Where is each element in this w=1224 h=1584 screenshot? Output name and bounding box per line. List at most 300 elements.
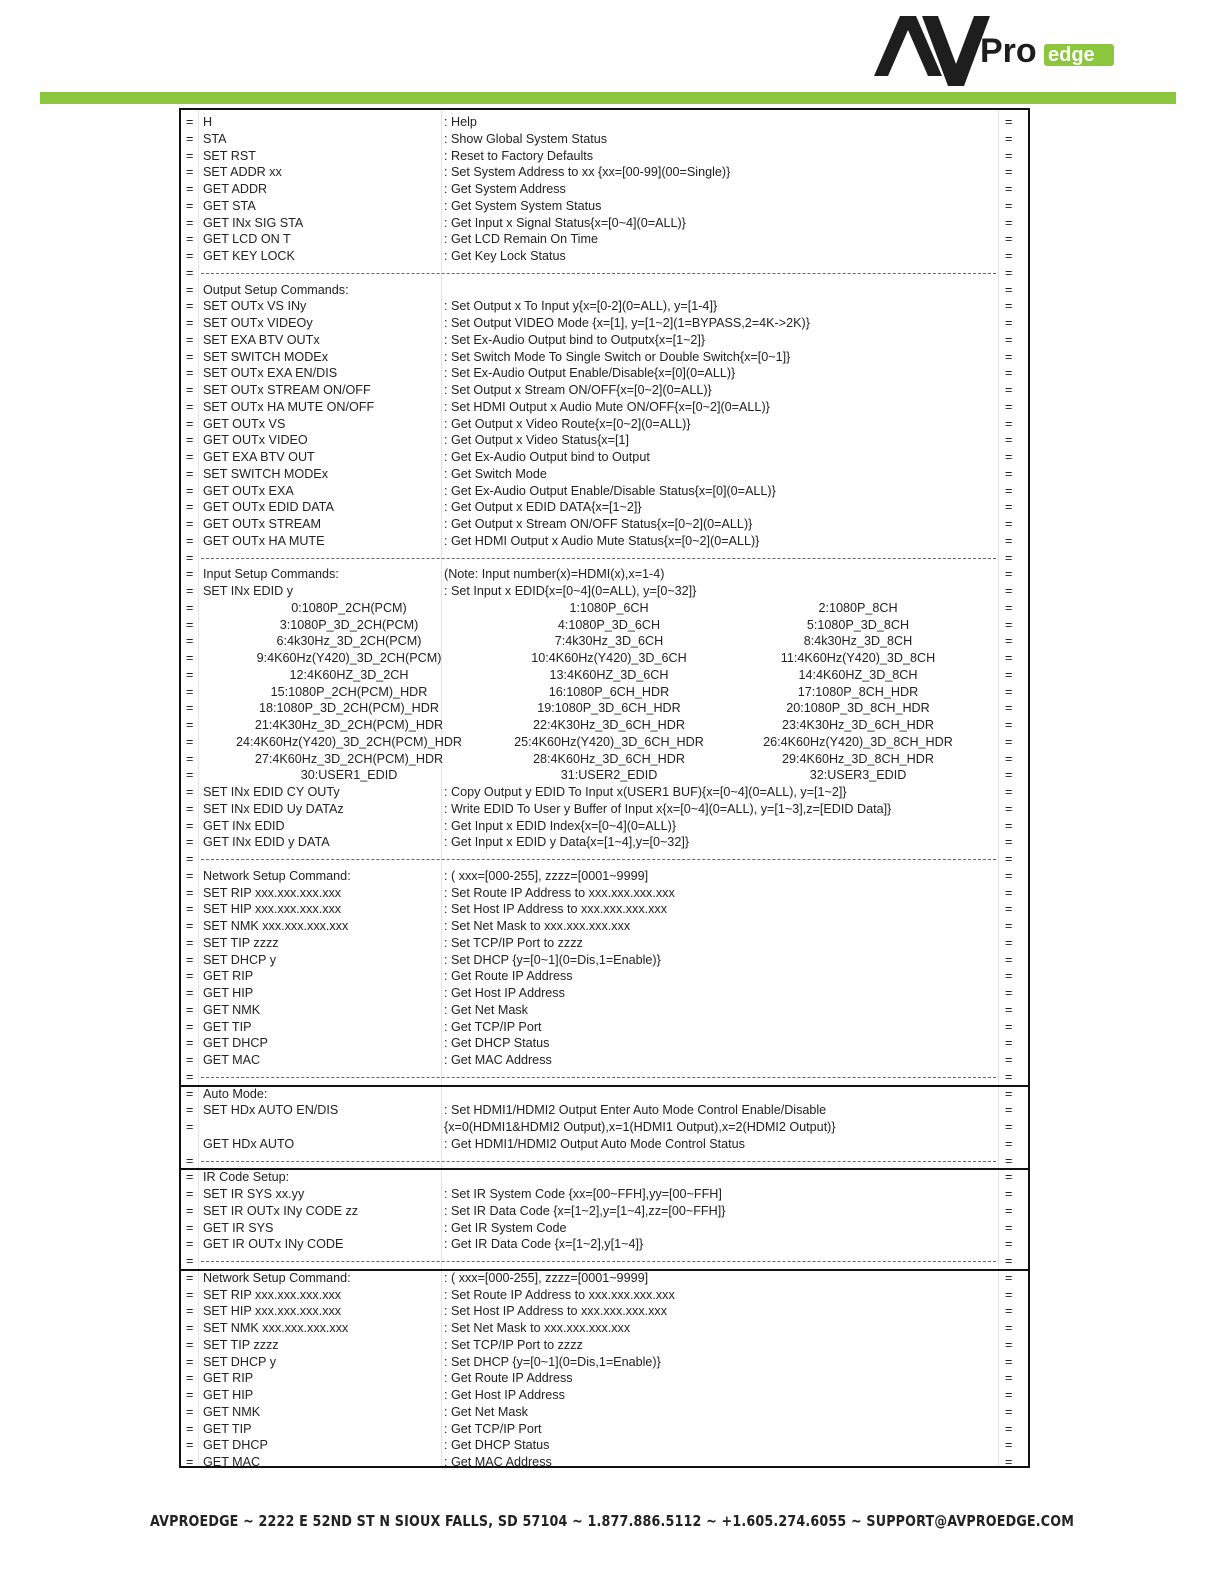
command-text: GET OUTx VIDEO bbox=[203, 433, 308, 448]
command-row bbox=[181, 1203, 1028, 1220]
command-description: : Get HDMI Output x Audio Mute Status{x=[0~2](0=ALL)} bbox=[444, 533, 760, 548]
header-green-bar bbox=[40, 92, 1176, 104]
row-right-marker: = bbox=[1005, 1421, 1013, 1436]
command-text: SET INx EDID CY OUTy bbox=[203, 785, 340, 799]
row-right-marker: = bbox=[1005, 182, 1013, 196]
row-right-marker: = bbox=[1005, 902, 1013, 917]
command-row bbox=[181, 1287, 1028, 1304]
command-description: : Set Route IP Address to xxx.xxx.xxx.xxx bbox=[444, 885, 675, 900]
row-left-marker: = bbox=[186, 433, 194, 448]
row-left-marker: = bbox=[186, 684, 194, 699]
command-description: : Get Net Mask bbox=[444, 1002, 528, 1017]
command-row bbox=[181, 985, 1028, 1002]
row-left-marker: = bbox=[186, 282, 194, 297]
row-left-marker: = bbox=[186, 550, 194, 565]
edid-option: 25:4K60Hz(Y420)_3D_6CH_HDR bbox=[514, 734, 704, 749]
row-left-marker: = bbox=[186, 801, 194, 816]
command-row bbox=[181, 918, 1028, 935]
command-description: {x=0(HDMI1&HDMI2 Output),x=1(HDMI1 Output),x=2(HDMI2 Output)} bbox=[444, 1120, 836, 1134]
command-description: : Set Net Mask to xxx.xxx.xxx.xxx bbox=[444, 1321, 631, 1335]
row-right-marker: = bbox=[1005, 852, 1013, 866]
edid-option-row bbox=[181, 633, 1028, 650]
row-left-marker: = bbox=[186, 986, 194, 1000]
command-row bbox=[181, 1102, 1028, 1119]
row-right-marker: = bbox=[1005, 1304, 1013, 1319]
command-text: SET INx EDID Uy DATAz bbox=[203, 801, 344, 816]
row-left-marker: = bbox=[186, 1053, 194, 1067]
row-right-marker: = bbox=[1005, 366, 1013, 381]
command-text: Output Setup Commands: bbox=[203, 282, 349, 297]
command-row bbox=[181, 1035, 1028, 1052]
row-right-marker: = bbox=[1005, 718, 1013, 732]
command-description: : Set Ex-Audio Output Enable/Disable{x=[0](0=ALL)} bbox=[444, 366, 736, 381]
row-left-marker: = bbox=[186, 115, 194, 129]
row-right-marker: = bbox=[1005, 935, 1013, 950]
command-row bbox=[181, 198, 1028, 215]
command-text: SET OUTx VIDEOy bbox=[203, 316, 313, 330]
command-text: GET MAC bbox=[203, 1053, 261, 1067]
command-row bbox=[181, 282, 1028, 299]
row-right-marker: = bbox=[1005, 399, 1013, 414]
row-left-marker: = bbox=[186, 1388, 194, 1402]
row-right-marker: = bbox=[1005, 550, 1013, 565]
row-right-marker: = bbox=[1005, 165, 1013, 180]
row-right-marker: = bbox=[1005, 332, 1013, 347]
row-right-marker: = bbox=[1005, 701, 1013, 716]
row-left-marker: = bbox=[186, 1354, 194, 1369]
command-text: GET INx EDID y DATA bbox=[203, 835, 330, 850]
row-right-marker: = bbox=[1005, 198, 1013, 213]
row-right-marker: = bbox=[1005, 433, 1013, 448]
command-row bbox=[181, 516, 1028, 533]
row-right-marker: = bbox=[1005, 986, 1013, 1000]
row-right-marker: = bbox=[1005, 1254, 1013, 1268]
row-right-marker: = bbox=[1005, 265, 1013, 280]
separator-row bbox=[181, 851, 1028, 868]
row-right-marker: = bbox=[1005, 1203, 1013, 1218]
row-left-marker: = bbox=[186, 182, 194, 196]
command-row bbox=[181, 449, 1028, 466]
command-text: SET RIP xxx.xxx.xxx.xxx bbox=[203, 1287, 342, 1302]
row-left-marker: = bbox=[186, 1203, 194, 1218]
logo-edge-text: edge bbox=[1048, 44, 1095, 66]
command-text: GET HDx AUTO bbox=[203, 1136, 295, 1151]
command-text: SET EXA BTV OUTx bbox=[203, 332, 320, 347]
command-row bbox=[181, 1270, 1028, 1287]
row-right-marker: = bbox=[1005, 868, 1013, 883]
command-row bbox=[181, 1437, 1028, 1454]
row-left-marker: = bbox=[186, 734, 194, 749]
command-description: : Set TCP/IP Port to zzzz bbox=[444, 1337, 583, 1352]
command-description: : Set HDMI Output x Audio Mute ON/OFF{x=[0~2](0=ALL)} bbox=[444, 399, 770, 414]
row-right-marker: = bbox=[1005, 1036, 1013, 1051]
avproedge-logo-graphic bbox=[872, 14, 1122, 94]
row-left-marker: = bbox=[186, 148, 194, 163]
command-text: GET RIP bbox=[203, 1371, 254, 1386]
command-text: SET OUTx VS INy bbox=[203, 299, 307, 314]
edid-option-row bbox=[181, 617, 1028, 634]
edid-option-row bbox=[181, 650, 1028, 667]
command-text: Input Setup Commands: bbox=[203, 567, 339, 582]
command-description: : Get Key Lock Status bbox=[444, 249, 566, 263]
command-text: SET OUTx HA MUTE ON/OFF bbox=[203, 399, 375, 414]
row-right-marker: = bbox=[1005, 500, 1013, 515]
command-description: : Get Ex-Audio Output Enable/Disable Status{x=[0](0=ALL)} bbox=[444, 483, 776, 498]
command-text: STA bbox=[203, 131, 227, 146]
row-right-marker: = bbox=[1005, 533, 1013, 548]
row-left-marker: = bbox=[186, 1337, 194, 1352]
row-left-marker: = bbox=[186, 1086, 194, 1101]
edid-option-row bbox=[181, 600, 1028, 617]
command-description: : Set DHCP {y=[0~1](0=Dis,1=Enable)} bbox=[444, 952, 661, 967]
row-right-marker: = bbox=[1005, 1136, 1013, 1151]
command-description: : Set Host IP Address to xxx.xxx.xxx.xxx bbox=[444, 902, 668, 917]
command-row bbox=[181, 801, 1028, 818]
command-description: : Get Host IP Address bbox=[444, 986, 565, 1000]
command-table bbox=[179, 108, 1030, 1468]
command-description: : Get TCP/IP Port bbox=[444, 1421, 542, 1436]
edid-option: 20:1080P_3D_8CH_HDR bbox=[786, 701, 930, 716]
command-description: : Get Route IP Address bbox=[444, 1371, 573, 1386]
command-text: SET SWITCH MODEx bbox=[203, 466, 329, 481]
command-row bbox=[181, 1337, 1028, 1354]
command-text: GET OUTx VS bbox=[203, 416, 286, 431]
command-row bbox=[181, 1320, 1028, 1337]
row-left-marker: = bbox=[186, 1254, 194, 1268]
row-left-marker: = bbox=[186, 483, 194, 498]
row-left-marker: = bbox=[186, 316, 194, 330]
row-left-marker: = bbox=[186, 533, 194, 548]
row-left-marker: = bbox=[186, 1120, 194, 1134]
avproedge-logo bbox=[872, 14, 1122, 94]
command-text: GET MAC bbox=[203, 1455, 261, 1469]
command-description: : Get HDMI1/HDMI2 Output Auto Mode Control Status bbox=[444, 1136, 745, 1151]
command-description: (Note: Input number(x)=HDMI(x),x=1-4) bbox=[444, 567, 665, 582]
command-text: SET NMK xxx.xxx.xxx.xxx bbox=[203, 919, 349, 933]
command-row bbox=[181, 164, 1028, 181]
command-row bbox=[181, 1002, 1028, 1019]
edid-option: 1:1080P_6CH bbox=[569, 600, 649, 615]
row-left-marker: = bbox=[186, 1237, 194, 1252]
command-description: : Set TCP/IP Port to zzzz bbox=[444, 935, 583, 950]
row-left-marker: = bbox=[186, 1187, 194, 1201]
edid-option: 19:1080P_3D_6CH_HDR bbox=[537, 701, 681, 716]
command-text: SET ADDR xx bbox=[203, 165, 282, 180]
command-text: GET OUTx HA MUTE bbox=[203, 533, 325, 548]
separator-row bbox=[181, 1253, 1028, 1270]
command-description: : Set Host IP Address to xxx.xxx.xxx.xxx bbox=[444, 1304, 668, 1319]
row-right-marker: = bbox=[1005, 1388, 1013, 1402]
command-description: : Get MAC Address bbox=[444, 1053, 552, 1067]
command-description: : Get Input x Signal Status{x=[0~4](0=ALL)} bbox=[444, 215, 686, 230]
row-left-marker: = bbox=[186, 198, 194, 213]
row-left-marker: = bbox=[186, 1069, 194, 1084]
command-text: GET STA bbox=[203, 198, 256, 213]
edid-option: 8:4k30Hz_3D_8CH bbox=[803, 634, 913, 649]
row-left-marker: = bbox=[186, 450, 194, 464]
command-row bbox=[181, 416, 1028, 433]
command-row bbox=[181, 131, 1028, 148]
row-right-marker: = bbox=[1005, 1438, 1013, 1453]
row-left-marker: = bbox=[186, 718, 194, 732]
row-right-marker: = bbox=[1005, 684, 1013, 699]
row-left-marker: = bbox=[186, 634, 194, 649]
row-right-marker: = bbox=[1005, 316, 1013, 330]
row-right-marker: = bbox=[1005, 634, 1013, 649]
command-description: : Get Route IP Address bbox=[444, 969, 573, 984]
edid-option: 27:4K60Hz_3D_2CH(PCM)_HDR bbox=[254, 751, 444, 766]
command-row bbox=[181, 1119, 1028, 1136]
row-left-marker: = bbox=[186, 1438, 194, 1453]
command-row bbox=[181, 231, 1028, 248]
command-description: : Set Input x EDID{x=[0~4](0=ALL), y=[0~32]} bbox=[444, 584, 697, 598]
command-text: GET INx EDID bbox=[203, 818, 285, 833]
command-row bbox=[181, 1354, 1028, 1371]
command-description: : Set Output VIDEO Mode {x=[1], y=[1~2](1=BYPASS,2=4K->2K)} bbox=[444, 316, 810, 330]
row-left-marker: = bbox=[186, 852, 194, 866]
row-right-marker: = bbox=[1005, 148, 1013, 163]
row-right-marker: = bbox=[1005, 1337, 1013, 1352]
command-row bbox=[181, 834, 1028, 851]
edid-option: 30:USER1_EDID bbox=[300, 768, 398, 783]
row-right-marker: = bbox=[1005, 1103, 1013, 1118]
edid-option-row bbox=[181, 751, 1028, 768]
command-description: : Get Host IP Address bbox=[444, 1388, 565, 1402]
footer-contact: AVPROEDGE ~ 2222 E 52ND ST N SIOUX FALLS, SD 57104 ~ 1.877.886.5112 ~ +1.605.274.6055 ~ SUPPORT@AVPROEDGE.COM bbox=[149, 1512, 1075, 1530]
command-description: : Get Output x Video Status{x=[1] bbox=[444, 433, 629, 448]
row-right-marker: = bbox=[1005, 1321, 1013, 1335]
command-description: : Reset to Factory Defaults bbox=[444, 148, 594, 163]
command-description: : ( xxx=[000-255], zzzz=[0001~9999] bbox=[444, 1270, 649, 1285]
command-text: SET HIP xxx.xxx.xxx.xxx bbox=[203, 902, 342, 917]
row-right-marker: = bbox=[1005, 232, 1013, 247]
row-left-marker: = bbox=[186, 600, 194, 615]
command-description: : Set IR Data Code {x=[1~2],y=[1~4],zz=[00~FFH]} bbox=[444, 1203, 726, 1218]
command-description: : Get Net Mask bbox=[444, 1404, 528, 1419]
edid-option: 21:4K30Hz_3D_2CH(PCM)_HDR bbox=[254, 718, 444, 732]
command-description: : Set Output x To Input y{x=[0-2](0=ALL), y=[1-4]} bbox=[444, 299, 718, 314]
command-row bbox=[181, 315, 1028, 332]
command-row bbox=[181, 1186, 1028, 1203]
row-left-marker: = bbox=[186, 919, 194, 933]
edid-option: 13:4K60HZ_3D_6CH bbox=[549, 667, 669, 682]
row-left-marker: = bbox=[186, 935, 194, 950]
row-left-marker: = bbox=[186, 952, 194, 967]
edid-option: 29:4K60Hz_3D_8CH_HDR bbox=[782, 751, 934, 766]
command-text: GET EXA BTV OUT bbox=[203, 450, 315, 464]
row-right-marker: = bbox=[1005, 1019, 1013, 1034]
command-text: SET DHCP y bbox=[203, 1354, 277, 1369]
row-left-marker: = bbox=[186, 868, 194, 883]
command-text: SET RST bbox=[203, 148, 256, 163]
row-left-marker: = bbox=[186, 751, 194, 766]
row-left-marker: = bbox=[186, 249, 194, 263]
row-right-marker: = bbox=[1005, 466, 1013, 481]
row-left-marker: = bbox=[186, 399, 194, 414]
row-left-marker: = bbox=[186, 1036, 194, 1051]
row-left-marker: = bbox=[186, 969, 194, 984]
command-description: : Set Route IP Address to xxx.xxx.xxx.xxx bbox=[444, 1287, 675, 1302]
edid-option: 28:4K60Hz_3D_6CH_HDR bbox=[533, 751, 685, 766]
command-text: SET OUTx EXA EN/DIS bbox=[203, 366, 338, 381]
command-row bbox=[181, 1404, 1028, 1421]
row-left-marker: = bbox=[186, 785, 194, 799]
command-text: GET IR OUTx INy CODE bbox=[203, 1237, 344, 1252]
command-row bbox=[181, 1370, 1028, 1387]
row-left-marker: = bbox=[186, 1019, 194, 1034]
row-left-marker: = bbox=[186, 1170, 194, 1185]
command-text: GET ADDR bbox=[203, 182, 268, 196]
command-row bbox=[181, 566, 1028, 583]
command-text: GET DHCP bbox=[203, 1438, 268, 1453]
edid-option: 22:4K30Hz_3D_6CH_HDR bbox=[533, 718, 685, 732]
row-right-marker: = bbox=[1005, 952, 1013, 967]
command-text: SET SWITCH MODEx bbox=[203, 349, 329, 364]
command-row bbox=[181, 1236, 1028, 1253]
command-row bbox=[181, 1220, 1028, 1237]
row-left-marker: = bbox=[186, 1455, 194, 1469]
command-description: : Get MAC Address bbox=[444, 1455, 552, 1469]
command-text: GET RIP bbox=[203, 969, 254, 984]
command-description: : Get Output x EDID DATA{x=[1~2]} bbox=[444, 500, 642, 515]
edid-option: 10:4K60Hz(Y420)_3D_6CH bbox=[531, 651, 687, 665]
edid-option: 6:4k30Hz_3D_2CH(PCM) bbox=[276, 634, 422, 649]
row-right-marker: = bbox=[1005, 751, 1013, 766]
command-row bbox=[181, 1421, 1028, 1438]
command-description: : Get Output x Video Route{x=[0~2](0=ALL)} bbox=[444, 416, 691, 431]
command-row bbox=[181, 483, 1028, 500]
row-right-marker: = bbox=[1005, 131, 1013, 146]
command-text: Network Setup Command: bbox=[203, 868, 351, 883]
row-right-marker: = bbox=[1005, 835, 1013, 850]
command-text: SET RIP xxx.xxx.xxx.xxx bbox=[203, 885, 342, 900]
row-left-marker: = bbox=[186, 584, 194, 598]
command-description: : Set HDMI1/HDMI2 Output Enter Auto Mode Control Enable/Disable bbox=[444, 1103, 827, 1118]
command-row bbox=[181, 466, 1028, 483]
command-description: : Get Input x EDID y Data{x=[1~4],y=[0~32]} bbox=[444, 835, 690, 850]
edid-option-row bbox=[181, 700, 1028, 717]
command-row bbox=[181, 901, 1028, 918]
row-right-marker: = bbox=[1005, 416, 1013, 431]
command-text: GET DHCP bbox=[203, 1036, 268, 1051]
command-description: : Help bbox=[444, 115, 477, 129]
command-text: GET IR SYS bbox=[203, 1220, 274, 1235]
command-text: GET OUTx EDID DATA bbox=[203, 500, 334, 515]
edid-option-row bbox=[181, 667, 1028, 684]
row-right-marker: = bbox=[1005, 1170, 1013, 1185]
command-text: SET TIP zzzz bbox=[203, 935, 279, 950]
command-description: : Get IR System Code bbox=[444, 1220, 567, 1235]
command-text: Network Setup Command: bbox=[203, 1270, 351, 1285]
command-row bbox=[181, 583, 1028, 600]
command-text: SET HDx AUTO EN/DIS bbox=[203, 1103, 339, 1118]
command-row bbox=[181, 1303, 1028, 1320]
row-left-marker: = bbox=[186, 1421, 194, 1436]
row-right-marker: = bbox=[1005, 215, 1013, 230]
command-description: : Set IR System Code {xx=[00~FFH],yy=[00~FFH] bbox=[444, 1187, 722, 1201]
command-text: GET OUTx EXA bbox=[203, 483, 294, 498]
command-row bbox=[181, 1454, 1028, 1471]
edid-option: 4:1080P_3D_6CH bbox=[557, 617, 661, 632]
row-left-marker: = bbox=[186, 902, 194, 917]
command-row bbox=[181, 952, 1028, 969]
command-description: : Get System Address bbox=[444, 182, 566, 196]
command-row bbox=[181, 784, 1028, 801]
row-right-marker: = bbox=[1005, 567, 1013, 582]
edid-option: 24:4K60Hz(Y420)_3D_2CH(PCM)_HDR bbox=[235, 734, 463, 749]
command-text: GET HIP bbox=[203, 986, 254, 1000]
row-right-marker: = bbox=[1005, 249, 1013, 263]
row-right-marker: = bbox=[1005, 1002, 1013, 1017]
separator-row bbox=[181, 1069, 1028, 1086]
command-description: : Set Ex-Audio Output bind to Outputx{x=[1~2]} bbox=[444, 332, 706, 347]
command-description: : Get Ex-Audio Output bind to Output bbox=[444, 450, 650, 464]
command-row bbox=[181, 1052, 1028, 1069]
command-row bbox=[181, 148, 1028, 165]
row-left-marker: = bbox=[186, 332, 194, 347]
row-right-marker: = bbox=[1005, 969, 1013, 984]
row-left-marker: = bbox=[186, 366, 194, 381]
row-right-marker: = bbox=[1005, 1404, 1013, 1419]
row-left-marker: = bbox=[186, 466, 194, 481]
command-row bbox=[181, 1019, 1028, 1036]
row-left-marker: = bbox=[186, 1270, 194, 1285]
row-left-marker: = bbox=[186, 651, 194, 665]
row-left-marker: = bbox=[186, 1220, 194, 1235]
command-text: SET TIP zzzz bbox=[203, 1337, 279, 1352]
row-left-marker: = bbox=[186, 416, 194, 431]
command-row bbox=[181, 885, 1028, 902]
command-text: Auto Mode: bbox=[203, 1086, 268, 1101]
command-row bbox=[181, 114, 1028, 131]
row-right-marker: = bbox=[1005, 785, 1013, 799]
command-description: : Get System System Status bbox=[444, 198, 602, 213]
row-right-marker: = bbox=[1005, 1287, 1013, 1302]
command-row bbox=[181, 818, 1028, 835]
edid-option: 12:4K60HZ_3D_2CH bbox=[289, 667, 409, 682]
command-row bbox=[181, 935, 1028, 952]
edid-option: 11:4K60Hz(Y420)_3D_8CH bbox=[780, 651, 936, 665]
row-right-marker: = bbox=[1005, 483, 1013, 498]
row-right-marker: = bbox=[1005, 1270, 1013, 1285]
row-right-marker: = bbox=[1005, 600, 1013, 615]
row-left-marker: = bbox=[186, 1153, 194, 1168]
row-right-marker: = bbox=[1005, 1069, 1013, 1084]
edid-option: 17:1080P_8CH_HDR bbox=[797, 684, 919, 699]
command-row bbox=[181, 1169, 1028, 1186]
row-left-marker: = bbox=[186, 131, 194, 146]
row-right-marker: = bbox=[1005, 1153, 1013, 1168]
row-left-marker: = bbox=[186, 701, 194, 716]
command-row bbox=[181, 399, 1028, 416]
command-text: SET OUTx STREAM ON/OFF bbox=[203, 383, 371, 397]
command-row bbox=[181, 868, 1028, 885]
separator-row bbox=[181, 265, 1028, 282]
command-text: SET HIP xxx.xxx.xxx.xxx bbox=[203, 1304, 342, 1319]
edid-option: 9:4K60Hz(Y420)_3D_2CH(PCM) bbox=[256, 651, 442, 665]
command-text: GET TIP bbox=[203, 1019, 252, 1034]
separator-row bbox=[181, 550, 1028, 567]
row-left-marker: = bbox=[186, 1002, 194, 1017]
command-description: : Copy Output y EDID To Input x(USER1 BUF){x=[0~4](0=ALL), y=[1~2]} bbox=[444, 785, 847, 799]
row-left-marker: = bbox=[186, 1321, 194, 1335]
command-description: : Set Switch Mode To Single Switch or Double Switch{x=[0~1]} bbox=[444, 349, 791, 364]
row-left-marker: = bbox=[186, 1103, 194, 1118]
row-left-marker: = bbox=[186, 1371, 194, 1386]
row-right-marker: = bbox=[1005, 517, 1013, 531]
row-left-marker: = bbox=[186, 265, 194, 280]
row-right-marker: = bbox=[1005, 1455, 1013, 1469]
